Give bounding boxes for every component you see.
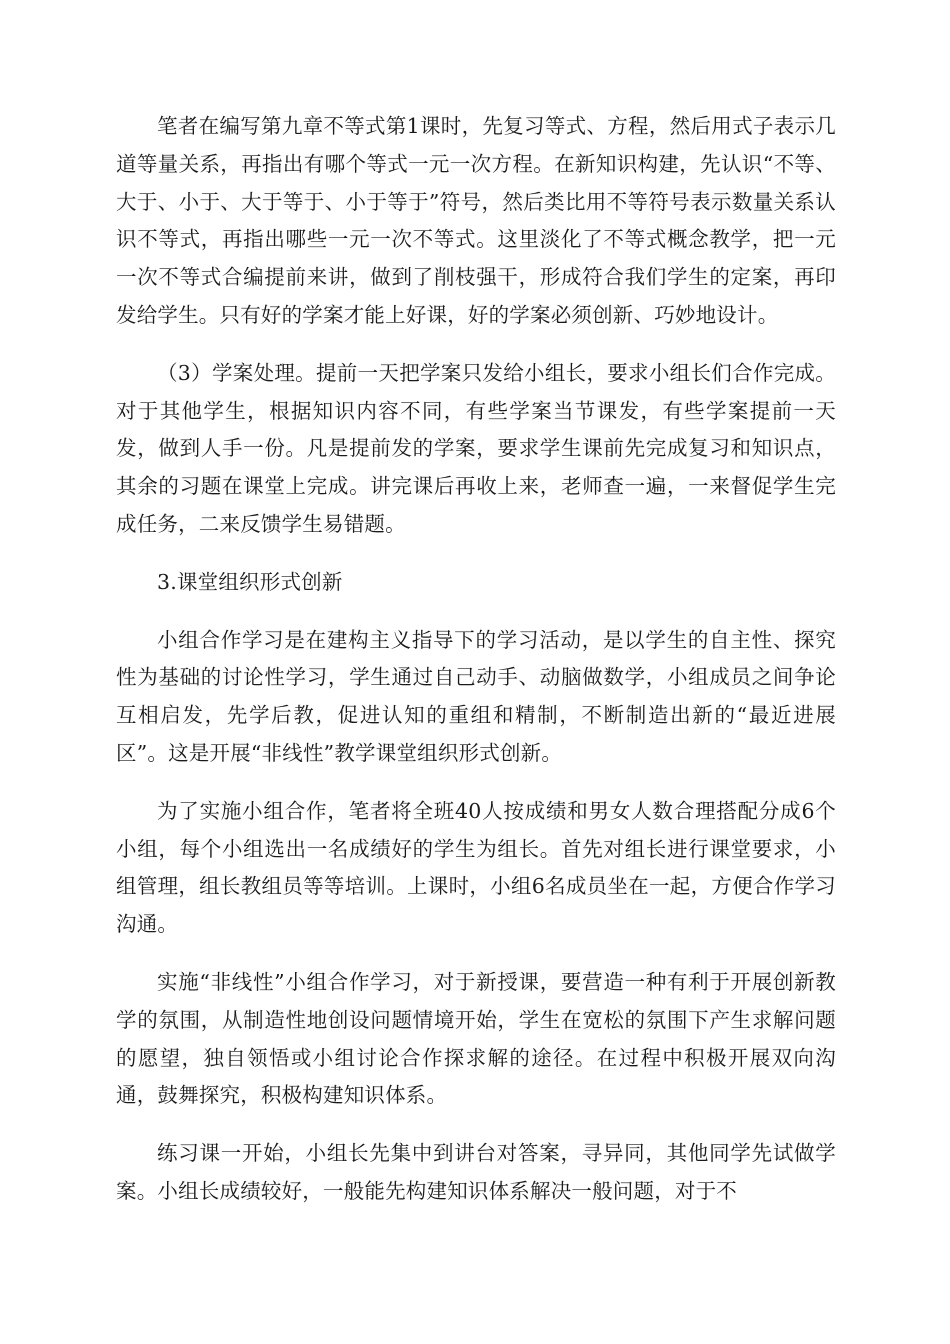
paragraph-group-learning: 小组合作学习是在建构主义指导下的学习活动，是以学生的自主性、探究性为基础的讨论性学习，学生通过自己动手、动脑做数学，小组成员之间争论互相启发，先学后教，促进认知的重组和精制，不断制造出新的“最近进展区”。这是开展“非线性”教学课堂组织形式创新。 xyxy=(116,627,836,765)
body-text xyxy=(116,108,836,1231)
paragraph-lesson-design: 笔者在编写第九章不等式第1课时，先复习等式、方程，然后用式子表示几道等量关系，再指出有哪个等式一元一次方程。在新知识构建，先认识“不等、大于、小于、大于等于、小于等于”符号，然后类比用不等符号表示数量关系认识不等式，再指出哪些一元一次不等式。这里淡化了不等式概念教学，把一元一次不等式合编提前来讲，做到了削枝强干，形成符合我们学生的定案，再印发给学生。只有好的学案才能上好课，好的学案必须创新、巧妙地设计。 xyxy=(116,114,836,327)
paragraph-practice-lesson: 练习课一开始，小组长先集中到讲台对答案，寻异同，其他同学先试做学案。小组长成绩较好，一般能先构建知识体系解决一般问题，对于不 xyxy=(116,1141,836,1203)
section-heading: 3.课堂组织形式创新 xyxy=(157,569,343,594)
paragraph-new-lesson: 实施“非线性”小组合作学习，对于新授课，要营造一种有利于开展创新教学的氛围，从制造性地创设问题情境开始，学生在宽松的氛围下产生求解问题的愿望，独自领悟或小组讨论合作探求解的途径。在过程中积极开展双向沟通，鼓舞探究，积极构建知识体系。 xyxy=(116,969,836,1108)
paragraph-group-setup: 为了实施小组合作，笔者将全班40人按成绩和男女人数合理搭配分成6个小组，每个小组选出一名成绩好的学生为组长。首先对组长进行课堂要求，小组管理，组长教组员等等培训。上课时，小组6名成员坐在一起，方便合作学习沟通。 xyxy=(116,798,836,937)
paragraph-study-plan-handling: （3）学案处理。提前一天把学案只发给小组长，要求小组长们合作完成。对于其他学生，根据知识内容不同，有些学案当节课发，有些学案提前一天发，做到人手一份。凡是提前发的学案，要求学生课前先完成复习和知识点，其余的习题在课堂上完成。讲完课后再收上来，老师查一遍，一来督促学生完成任务，二来反馈学生易错题。 xyxy=(116,360,836,536)
